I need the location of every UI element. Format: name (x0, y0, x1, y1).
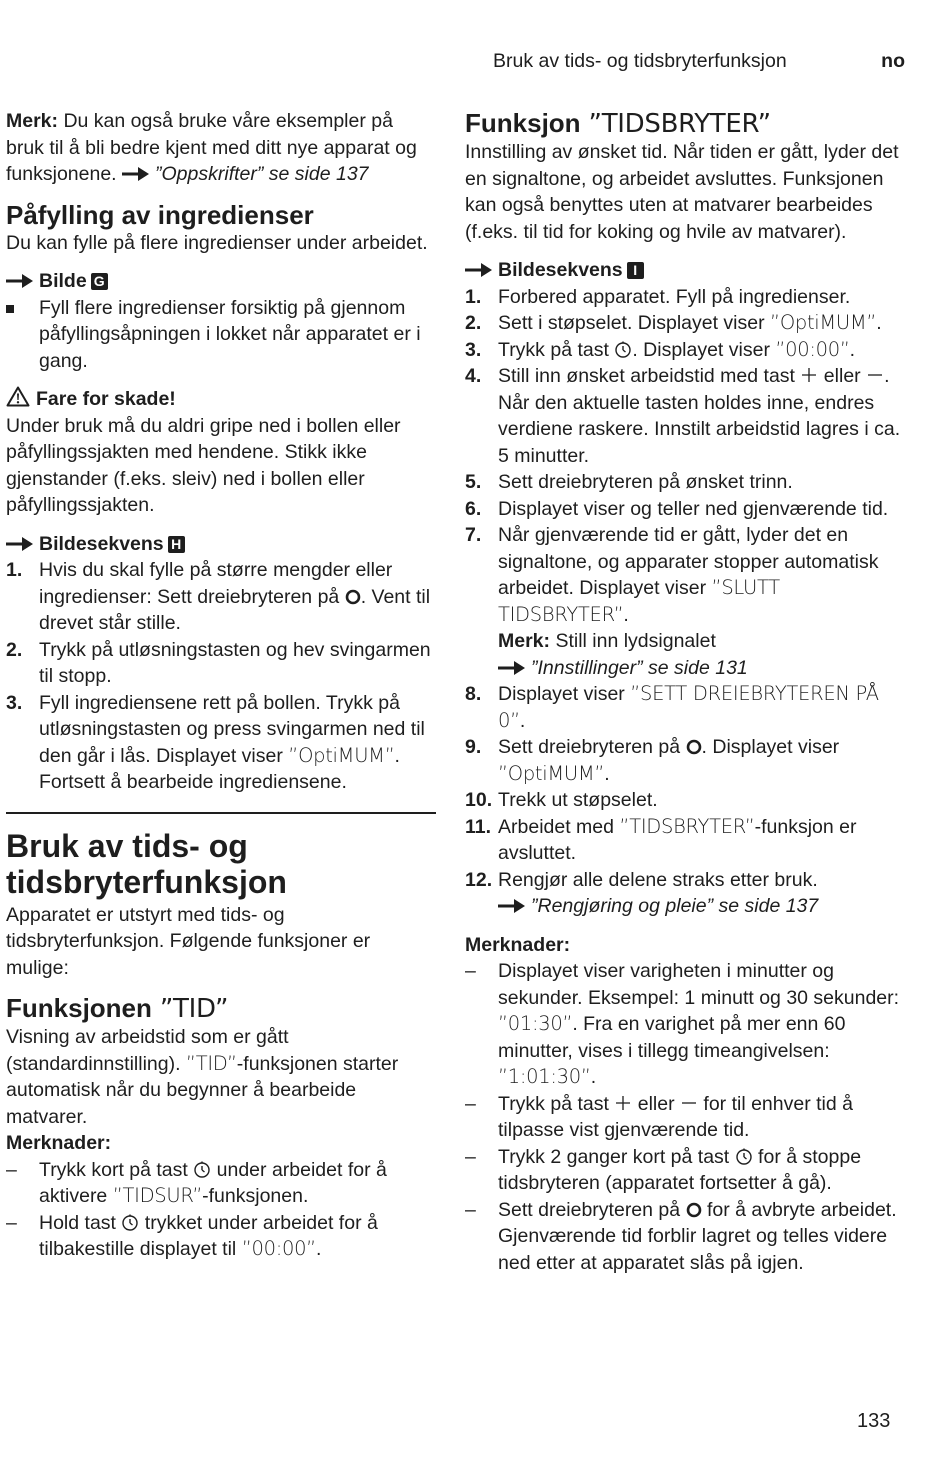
note-text: under arbeidet for å aktivere (39, 1158, 387, 1207)
step-text: . (519, 709, 526, 732)
step-text: . Fortsett å bearbeide ingrediensene. (39, 744, 400, 793)
figure-g-ref (6, 268, 436, 295)
step-item (6, 690, 436, 796)
left-column (6, 108, 436, 1263)
step-text: Når gjenværende tid er gått, lyder det en signaltone, og apparater stopper automatisk arbeidet. Displayet viser (498, 524, 879, 599)
step-number: 10. (465, 789, 493, 811)
dash-bullet: – (6, 1158, 17, 1181)
header-title: Bruk av tids- og tidsbryterfunksjon (493, 50, 787, 72)
notes-label: Merknader: (465, 933, 571, 956)
step-number: 2. (465, 312, 482, 334)
step-number: 11. (465, 815, 492, 838)
display-text: ”TID” (185, 1051, 237, 1075)
step-item (465, 787, 905, 814)
timer-heading-bold: Funksjon (465, 108, 581, 138)
step-text: eller (818, 365, 867, 387)
tid-text-b: -funksjonen starter automatisk når du begynner å bearbeide matvarer. (6, 1052, 399, 1128)
note-text: trykket under arbeidet for å tilbakestille displayet til (39, 1211, 378, 1260)
note-text: . (590, 1066, 597, 1088)
note-item (465, 1197, 905, 1277)
step-text: Arbeidet med (498, 815, 620, 838)
step-number: 12. (465, 868, 493, 891)
warning-title: Fare for skade! (36, 388, 176, 410)
timer-icon (735, 1147, 753, 1165)
step-text: Still inn ønsket arbeidstid med tast (498, 365, 801, 387)
step-note-text: Still inn lydsignalet (550, 630, 716, 652)
timer-icon (193, 1160, 211, 1178)
step-number: 1. (465, 285, 482, 308)
sequence-i-ref (465, 257, 905, 284)
step-number: 4. (465, 365, 482, 387)
sequence-i-label: Bildesekvens (498, 259, 623, 281)
zero-position-icon (345, 589, 361, 605)
sequence-i-letter: I (627, 262, 644, 279)
display-text: ”01:30” (498, 1012, 573, 1035)
section-divider (6, 812, 436, 900)
warning-triangle-icon (6, 386, 30, 407)
step-text: . (604, 762, 610, 785)
warning-text: Under bruk må du aldri gripe ned i bollen eller påfyllingssjakten med hendene. Stikk ikke gjenstander (f.eks. sleiv) ned i bollen eller påfyllingssjakten. (6, 414, 401, 516)
fill-intro: Du kan fylle på flere ingredienser under arbeidet. (6, 231, 428, 254)
display-text: ”OptiMUM” (498, 761, 605, 785)
plus-icon (614, 1094, 632, 1112)
timer-heading-thin: ”TIDSBRYTER” (580, 109, 771, 139)
display-text: ”00:00” (241, 1237, 316, 1260)
note-reference: ”Oppskrifter” se side 137 (155, 163, 369, 185)
step-text: Sett i støpselet. Displayet viser (498, 312, 771, 334)
timer-icon (121, 1213, 139, 1231)
note-text: . (316, 1238, 322, 1260)
step-text: -funksjon er avsluttet. (498, 815, 857, 864)
display-text: ”OptiMUM” (288, 743, 395, 767)
note-text: Trykk på tast (498, 1092, 615, 1115)
step-text: . (876, 312, 882, 334)
note-text: Trykk 2 ganger kort på tast (498, 1145, 735, 1168)
note-text: . Fra en varighet på mer enn 60 minutter, vises i tillegg timeangivelsen: (498, 1013, 846, 1062)
note-item (6, 1157, 436, 1210)
timer-heading (465, 108, 905, 139)
step-text: Sett dreiebryteren på (498, 736, 686, 758)
note-text: Sett dreiebryteren på (498, 1198, 686, 1221)
step-number: 6. (465, 497, 482, 520)
fill-heading: Påfylling av ingredienser (6, 199, 314, 230)
step-item (465, 469, 905, 496)
step-item (465, 496, 905, 523)
step-number: 1. (6, 559, 23, 581)
display-text: ”00:00” (775, 337, 850, 361)
note-item (465, 958, 905, 1091)
note-text: for til enhver tid å tilpasse vist gjenværende tid. (498, 1092, 853, 1141)
plus-icon (800, 366, 818, 384)
page-header (493, 50, 905, 76)
display-text: ”SLUTT TIDSBRYTER” (498, 576, 780, 626)
note-item (6, 1210, 436, 1263)
step-text: . (623, 603, 629, 626)
step-note-ref (498, 655, 905, 682)
step-number: 7. (465, 524, 482, 546)
step-item (465, 522, 905, 681)
figure-g-label: Bilde (39, 270, 87, 292)
timer-icon (614, 340, 632, 358)
step-item (465, 363, 905, 469)
bullet-square-icon (6, 305, 14, 313)
step-number: 5. (465, 471, 482, 493)
arrow-right-icon (465, 263, 492, 277)
step-text: Trekk ut støpselet. (498, 789, 658, 811)
step-item (465, 681, 905, 734)
step-text: . (849, 338, 856, 361)
note-text: for å stoppe tidsbryteren (apparatet fortsetter å gå). (498, 1145, 862, 1194)
display-text: ”1:01:30” (498, 1065, 591, 1088)
dash-bullet: – (465, 1092, 476, 1115)
sequence-h-letter: H (168, 536, 185, 553)
note-text: Hold tast (39, 1211, 122, 1234)
step-number: 2. (6, 638, 23, 661)
arrow-right-icon (498, 899, 525, 913)
sequence-h-label: Bildesekvens (39, 532, 164, 555)
note-label: Merk: (6, 110, 59, 132)
step-item (465, 867, 905, 920)
step-number: 8. (465, 683, 482, 705)
step-text: Hvis du skal fylle på større mengder eller ingredienser: Sett dreiebryteren på (39, 559, 393, 608)
dash-bullet: – (465, 1145, 476, 1168)
notes-label: Merknader: (6, 1132, 112, 1154)
arrow-right-icon (6, 274, 33, 288)
step-item (6, 557, 436, 637)
note-text: eller (632, 1092, 680, 1115)
step-text: Forbered apparatet. Fyll på ingredienser. (498, 285, 851, 308)
step-text: Trykk på utløsningstasten og hev svingarmen til stopp. (39, 638, 431, 687)
step-reference: ”Rengjøring og pleie” se side 137 (531, 895, 819, 917)
note-paragraph (6, 108, 436, 188)
timer-intro: Innstilling av ønsket tid. Når tiden er gått, lyder det en signaltone, og arbeidet avsluttes. Funksjonen kan også benyttes uten at matvarer bearbeides (f.eks. til tid for koking og hvile av matvarer). (465, 141, 899, 243)
step-text: Displayet viser og teller ned gjenværende tid. (498, 497, 889, 520)
page-number: 133 (857, 1410, 891, 1432)
step-item (465, 734, 905, 787)
step-text: Rengjør alle delene straks etter bruk. (498, 868, 818, 891)
note-text: Du kan også bruke våre eksempler på bruk til å bli bedre kjent med ditt nye apparat og funksjonene. (6, 110, 417, 185)
zero-position-icon (686, 1202, 702, 1218)
dash-bullet: – (6, 1211, 17, 1234)
arrow-right-icon (122, 167, 149, 181)
tid-heading-thin: ”TID” (151, 994, 229, 1024)
right-column (465, 108, 905, 1276)
step-text: . Vent til drevet står stille. (39, 585, 431, 634)
step-number: 3. (6, 691, 23, 714)
tid-heading (6, 993, 436, 1024)
display-text: ”OptiMUM” (770, 311, 877, 334)
sequence-h-ref (6, 531, 436, 558)
zero-position-icon (686, 739, 702, 755)
warning-title-line (6, 386, 436, 413)
arrow-right-icon (6, 537, 33, 551)
note-text: for å avbryte arbeidet. Gjenværende tid forblir lagret og telles videre ned etter at apparatet slås på igjen. (498, 1198, 897, 1274)
step-text: Trykk på tast (498, 338, 615, 361)
tid-text-a: Visning av arbeidstid som er gått (standardinnstilling). (6, 1026, 289, 1075)
figure-g-letter: G (91, 273, 108, 290)
tid-heading-bold: Funksjonen (6, 993, 152, 1023)
section-intro: Apparatet er utstyrt med tids- og tidsbryterfunksjon. Følgende funksjoner er mulige: (6, 903, 371, 979)
step-item (465, 284, 905, 311)
step-number: 9. (465, 736, 482, 758)
step-text: . Når den aktuelle tasten holdes inne, endres verdiene raskere. Innstilt arbeidstid lagres i ca. 5 minutter. (498, 365, 901, 467)
fill-bullet (6, 295, 436, 375)
minus-icon (680, 1094, 698, 1112)
display-text: ”TIDSBRYTER” (619, 814, 755, 838)
minus-icon (866, 366, 884, 384)
step-text: . Displayet viser (701, 736, 840, 758)
step-note-reference: ”Innstillinger” se side 131 (531, 656, 748, 679)
step-text: Displayet viser (498, 683, 631, 705)
step-item (465, 814, 905, 867)
arrow-right-icon (498, 661, 525, 675)
tid-text (6, 1024, 436, 1130)
note-text: Displayet viser varigheten i minutter og sekunder. Eksempel: 1 minutt og 30 sekunder: (498, 960, 900, 1009)
step-item (465, 337, 905, 364)
step-item (6, 637, 436, 690)
display-text: ”SETT DREIEBRYTEREN PÅ 0” (498, 682, 879, 732)
display-text: ”TIDSUR” (112, 1184, 203, 1207)
step-ref (498, 893, 905, 920)
note-text: -funksjonen. (202, 1185, 309, 1207)
step-number: 3. (465, 338, 482, 361)
step-note (498, 628, 905, 655)
language-code: no (881, 50, 905, 72)
section-heading: Bruk av tids- og tidsbryterfunksjon (6, 827, 287, 900)
step-text: Sett dreiebryteren på ønsket trinn. (498, 471, 793, 493)
note-text: Trykk kort på tast (39, 1158, 194, 1181)
step-text: . Displayet viser (632, 338, 776, 361)
step-item (465, 310, 905, 337)
note-item (465, 1091, 905, 1144)
note-item (465, 1144, 905, 1197)
fill-bullet-text: Fyll flere ingredienser forsiktig på gjennom påfyllingsåpningen i lokket når apparatet er i gang. (39, 296, 421, 372)
dash-bullet: – (465, 1198, 476, 1221)
step-text: Fyll ingrediensene rett på bollen. Trykk på utløsningstasten og press svingarmen ned til den går i lås. Displayet viser (39, 691, 425, 767)
step-note-label: Merk: (498, 630, 551, 652)
dash-bullet: – (465, 960, 476, 982)
